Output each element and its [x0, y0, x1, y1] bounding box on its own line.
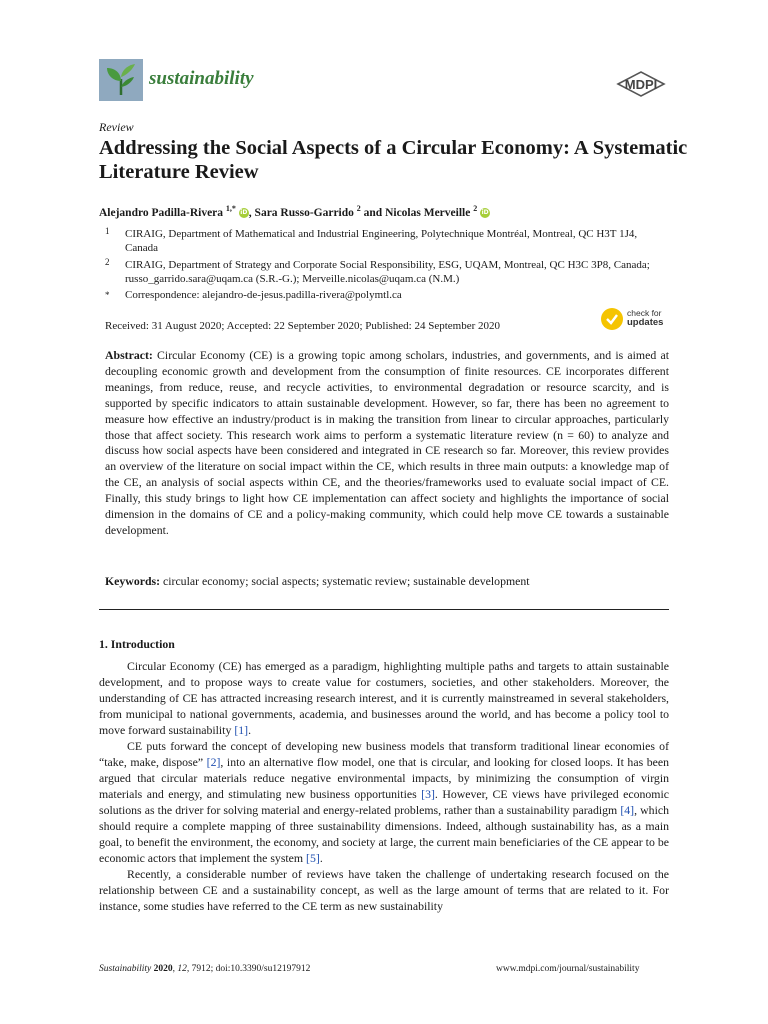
affiliation-mark: * [105, 290, 110, 300]
affiliation-text: CIRAIG, Department of Mathematical and Industrial Engineering, Polytechnique Montréal, Montreal, QC H3T 1J4, Canada [125, 228, 638, 254]
orcid-icon[interactable]: iD [481, 209, 489, 217]
check-updates-line1: check for [627, 308, 662, 318]
article-title: Addressing the Social Aspects of a Circular Economy: A Systematic Literature Review [99, 137, 688, 183]
introduction-body [99, 658, 669, 914]
citation-link[interactable]: [4] [620, 803, 635, 817]
mdpi-logo [614, 70, 668, 98]
keywords-text: circular economy; social aspects; systematic review; sustainable development [160, 574, 530, 588]
affiliations [0, 224, 768, 314]
keywords-label: Keywords: [105, 574, 161, 588]
citation-link[interactable]: [2] [206, 755, 221, 769]
author-name[interactable]: Nicolas Merveille [385, 206, 471, 219]
check-updates-line2: updates [627, 317, 664, 328]
paragraph: Circular Economy (CE) has emerged as a paradigm, highlighting multiple paths and targets to attain sustainable development, and to propose ways to create value for costumers, societies, and other stakeholders. Moreover, the understanding of CE has attracted increasing research interest, and it is currently mainstreamed in several stakeholders, from municipal to national governments, academia, and businesses around the world, and has become a policy tool to move forward sustainability [1]. [99, 659, 669, 737]
affiliation-mark: 2 [105, 257, 110, 267]
section-heading: 1. Introduction [99, 637, 175, 651]
abstract [105, 348, 669, 539]
check-for-updates-badge[interactable] [601, 308, 671, 332]
abstract-label: Abstract: [105, 348, 153, 362]
citation-link[interactable]: [3] [421, 787, 435, 801]
citation-link[interactable]: [1] [234, 723, 249, 737]
author-separator: , [248, 206, 255, 219]
paragraph: Recently, a considerable number of reviews have taken the challenge of undertaking research focused on the relationship between CE and a sustainability concept, as well as the large amount of terms that are related to it. For instance, some studies have referred to the CE term as new sustainability [99, 867, 669, 913]
check-updates-icon [601, 308, 623, 330]
orcid-icon[interactable]: iD [240, 209, 248, 217]
article-type: Review [99, 120, 134, 134]
author-marks: 2 [356, 204, 361, 213]
abstract-text: Circular Economy (CE) is a growing topic among scholars, industries, and governments, and is aimed at decoupling economic growth and development from the consumption of finite resources. CE incorporates different meanings, from reduce, reuse, and recycle activities, to environmental degradation or resource scarcity, and is supported by specific indicators to attain sustainable development. However, so far, there has been no agreement to measure how effective an industry/product is in making the transition from linear to circular approaches, particularly those that affect society. This research work aims to perform a systematic literature review (n = 60) to analyze and discuss how social aspects have been considered and integrated in CE research so far. Moreover, this review provides an overview of the literature on social impact within the CE, which results in three main outputs: a knowledge map of the CE, an analysis of social aspects within CE, and the theories/frameworks used to evaluate social impact of CE. Finally, this study brings to light how CE implementation can affect society and highlights the importance of social dimension in the domains of CE and a policy-making community, which could help move CE towards a sustainable development. [105, 348, 669, 537]
author-list [99, 204, 490, 219]
affiliation-text: Correspondence: alejandro-de-jesus.padilla-rivera@polymtl.ca [125, 289, 402, 301]
footer-url[interactable]: www.mdpi.com/journal/sustainability [496, 964, 640, 974]
author-marks: 1,* [225, 204, 236, 213]
footer-citation: Sustainability 2020, 12, 7912; doi:10.3390/su12197912 [99, 964, 311, 974]
citation-link[interactable]: [5] [306, 851, 320, 865]
author-marks: 2 [473, 204, 478, 213]
paragraph: CE puts forward the concept of developing new business models that transform traditional linear economies of “take, make, dispose” [2], into an alternative flow model, one that is circular, and looking for closed loops. It has been argued that circular materials reduce negative environmental impacts, by minimizing the consumption of virgin materials and energy, and stimulating new business opportunities [3]. However, CE views have privileged economic solutions as the driver for solving material and energy-related problems, rather than a sustainability paradigm [4], which should require a complete mapping of three sustainability dimensions. Indeed, although sustainability has, as a main goal, to benefit the environment, the economy, and society at large, the current main beneficiaries of the CE appear to be economic actors that implement the system [5]. [99, 739, 669, 865]
keywords [105, 574, 530, 589]
journal-name: sustainability [149, 68, 254, 89]
author-name[interactable]: Alejandro Padilla-Rivera [99, 206, 224, 219]
affiliation-mark: 1 [105, 226, 110, 236]
publisher-name: MDPI [624, 77, 658, 92]
leaf-sprout-icon [99, 59, 143, 101]
author-name[interactable]: Sara Russo-Garrido [254, 206, 354, 219]
journal-logo [99, 59, 143, 101]
affiliation-text: CIRAIG, Department of Strategy and Corporate Social Responsibility, ESG, UQAM, Montreal, QC H3C 3P8, Canada; russo_garrido.sara@uqam.ca (S.R.-G.); Merveille.nicolas@uqam.ca (N.M.) [125, 259, 650, 285]
author-separator: and [360, 206, 386, 219]
section-divider [99, 609, 669, 610]
check-updates-label [627, 309, 663, 327]
publication-dates: Received: 31 August 2020; Accepted: 22 September 2020; Published: 24 September 2020 [105, 320, 501, 332]
